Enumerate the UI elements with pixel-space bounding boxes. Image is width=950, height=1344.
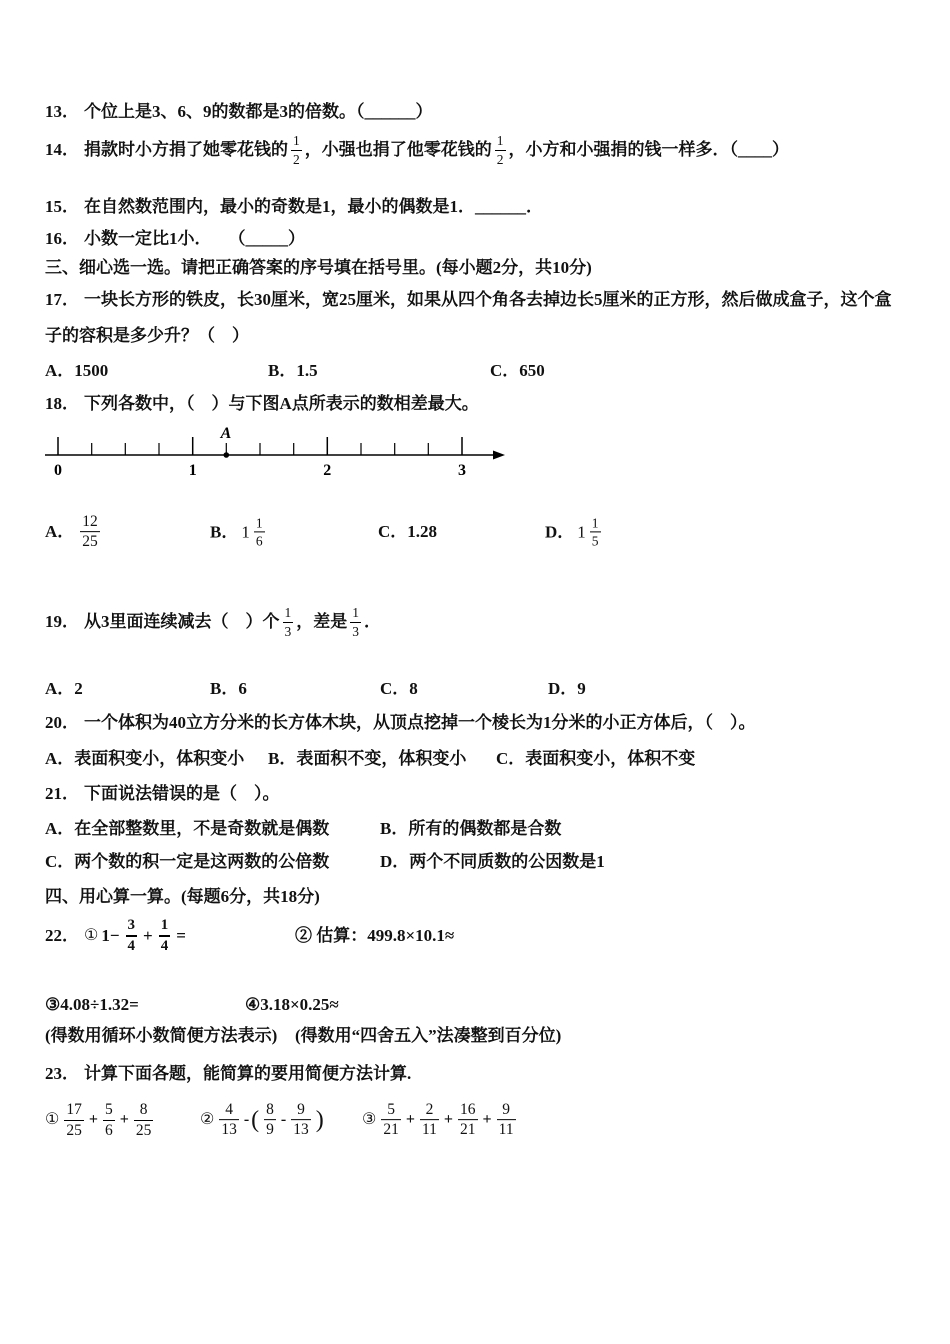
minus-operator: -: [280, 1111, 287, 1128]
fraction-numerator: 1: [352, 605, 359, 621]
fraction: [219, 1101, 239, 1139]
q22-expression-2: ② 估算：499.8×10.1≈: [295, 926, 455, 945]
question-14-text-2: ，小强也捐了他零花钱的: [304, 140, 492, 159]
question-22-line2: [45, 993, 910, 1017]
question-14: [45, 126, 910, 174]
mixed-number: [577, 515, 603, 548]
option-d: [545, 515, 604, 548]
question-14-text-1: 捐款时小方捐了她零花钱的: [84, 140, 288, 159]
question-18-options: [45, 508, 910, 556]
option-c: C．650: [490, 361, 545, 380]
fraction: [254, 515, 265, 548]
question-17-options: [45, 359, 910, 383]
tick-label-2: 2: [323, 462, 332, 478]
plus-operator: +: [88, 1111, 98, 1128]
fraction: [497, 1101, 516, 1139]
q22-e1-pre: 1−: [101, 926, 120, 945]
fraction-denominator: 4: [126, 935, 138, 955]
question-13-text: 个位上是3、6、9的数都是3的倍数。（______）: [84, 102, 433, 121]
question-13-number: 13．: [45, 102, 79, 121]
fraction-numerator: 5: [104, 1101, 113, 1119]
fraction-denominator: 3: [284, 623, 292, 639]
tick-label-3: 3: [458, 462, 466, 478]
question-23-expressions: [45, 1094, 910, 1146]
fraction-denominator: 21: [460, 1121, 476, 1139]
whole-number: 1: [577, 522, 586, 541]
fraction-denominator: 25: [135, 1121, 152, 1139]
q23-expression-3: [362, 1101, 519, 1139]
fraction-numerator: 1: [591, 515, 599, 531]
minus-operator: -: [243, 1111, 250, 1128]
fraction: [350, 605, 361, 638]
circled-3: ③: [362, 1111, 377, 1128]
mixed-number: [241, 515, 267, 548]
circled-2: ②: [200, 1111, 215, 1128]
question-21-options-cd: [45, 850, 910, 874]
question-17-number: 17．: [45, 290, 79, 309]
tick-label-1: 1: [188, 462, 197, 478]
fraction-numerator: 12: [82, 513, 98, 531]
q23-expression-1: [45, 1101, 156, 1139]
fraction-denominator: 3: [352, 623, 359, 639]
question-18: [45, 392, 910, 416]
question-21: [45, 782, 910, 806]
option-a: A．在全部整数里，不是奇数就是偶数: [45, 819, 330, 838]
plus-operator: +: [143, 926, 153, 945]
fraction-numerator: 16: [460, 1101, 476, 1119]
fraction-numerator: 1: [293, 133, 300, 149]
question-17-text-1: 一块长方形的铁皮，长30厘米，宽25厘米，如果从四个角各去掉边长5厘米的正方形，然后做成盒子，这个盒: [84, 290, 892, 309]
fraction-denominator: 6: [255, 533, 263, 549]
fraction-denominator: 2: [496, 151, 504, 167]
plus-operator: +: [119, 1111, 129, 1128]
option-b: B．1.5: [268, 361, 318, 380]
fraction-denominator: 11: [498, 1121, 514, 1139]
option-d: D．两个不同质数的公因数是1: [380, 852, 605, 871]
equals-operator: =: [176, 926, 186, 945]
question-13: [45, 100, 910, 124]
fraction: [458, 1101, 478, 1139]
option-b: B．所有的偶数都是合数: [380, 819, 562, 838]
fraction-numerator: 9: [502, 1101, 510, 1119]
section-3-title: 三、细心选一选。请把正确答案的序号填在括号里。(每小题2分，共10分): [45, 258, 592, 277]
fraction: [291, 133, 302, 166]
question-22: [45, 912, 910, 960]
question-20-text: 一个体积为40立方分米的长方体木块，从顶点挖掉一个棱长为1分米的小正方体后，（ ）。: [84, 713, 756, 732]
question-16: [45, 227, 910, 251]
circled-1: ①: [84, 927, 99, 944]
option-b-letter: B．: [210, 522, 239, 541]
question-20-number: 20．: [45, 713, 79, 732]
fraction-denominator: 13: [293, 1121, 309, 1139]
option-b: B．表面积不变，体积变小: [268, 749, 467, 768]
question-17-text-2: 子的容积是多少升？（ ）: [45, 326, 249, 345]
fraction: [283, 605, 294, 638]
question-16-text: 小数一定比1小． （_____）: [84, 229, 305, 248]
option-a: A．2: [45, 679, 83, 698]
fraction: [134, 1101, 154, 1139]
option-a: A．表面积变小，体积变小: [45, 749, 245, 768]
option-c: C．8: [380, 679, 418, 698]
q22-expression-3: ③4.08÷1.32=: [45, 995, 139, 1014]
fraction-denominator: 5: [591, 533, 599, 549]
fraction-denominator: 9: [266, 1121, 274, 1139]
fraction: [420, 1101, 439, 1139]
fraction: [264, 1101, 276, 1139]
option-a: [45, 513, 103, 551]
fraction-denominator: 6: [104, 1121, 113, 1139]
question-19-text-3: ．: [364, 612, 381, 631]
question-17-line1: [45, 288, 910, 312]
left-paren: (: [251, 1107, 260, 1133]
fraction-numerator: 1: [284, 605, 292, 621]
fraction: [126, 917, 138, 955]
question-19: [45, 598, 910, 646]
option-d: D．9: [548, 679, 586, 698]
question-23-text: 计算下面各题，能简算的要用简便方法计算.: [84, 1064, 412, 1083]
option-a-letter: A．: [45, 522, 75, 541]
question-20: [45, 711, 910, 735]
question-19-number: 19．: [45, 612, 79, 631]
question-23: [45, 1062, 910, 1086]
question-19-text-2: ，差是: [296, 612, 348, 631]
option-c: C．表面积变小，体积不变: [496, 749, 696, 768]
number-line-diagram: [38, 424, 508, 478]
option-a: A．1500: [45, 361, 109, 380]
fraction: [159, 917, 171, 955]
question-19-text-1: 从3里面连续减去（ ）个: [84, 612, 280, 631]
fraction-numerator: 2: [425, 1101, 434, 1119]
minor-ticks: [92, 443, 429, 455]
plus-operator: +: [482, 1111, 492, 1128]
point-a-label: A: [220, 425, 232, 442]
question-22-notes: [45, 1024, 910, 1048]
q23-expression-2: [200, 1101, 324, 1139]
fraction-denominator: 4: [159, 935, 171, 955]
fraction-numerator: 4: [225, 1101, 233, 1119]
fraction-denominator: 11: [421, 1121, 437, 1139]
question-20-options: [45, 747, 910, 771]
question-21-text: 下面说法错误的是（ ）。: [84, 784, 280, 803]
plus-operator: +: [405, 1111, 415, 1128]
option-c: C．两个数的积一定是这两数的公倍数: [45, 852, 330, 871]
fraction-denominator: 21: [383, 1121, 399, 1139]
question-15-number: 15．: [45, 197, 79, 216]
point-a-dot: [224, 452, 230, 458]
fraction-denominator: 13: [221, 1121, 237, 1139]
question-16-number: 16．: [45, 229, 79, 248]
section-4-title: 四、用心算一算。(每题6分，共18分): [45, 887, 320, 906]
question-19-options: [45, 677, 910, 701]
question-15-text: 在自然数范围内，最小的奇数是1，最小的偶数是1．______．: [84, 197, 543, 216]
fraction-denominator: 25: [66, 1121, 82, 1139]
fraction-denominator: 25: [82, 533, 98, 551]
fraction-numerator: 9: [297, 1101, 305, 1119]
circled-1: ①: [45, 1111, 60, 1128]
question-18-text: 下列各数中，（ ）与下图A点所表示的数相差最大。: [84, 394, 479, 413]
fraction: [80, 513, 100, 551]
right-paren: ): [315, 1107, 324, 1133]
option-b: B．6: [210, 679, 247, 698]
fraction-numerator: 1: [496, 133, 504, 149]
tick-label-0: 0: [54, 462, 62, 478]
question-21-number: 21．: [45, 784, 79, 803]
option-d-letter: D．: [545, 522, 575, 541]
question-23-number: 23．: [45, 1064, 79, 1083]
plus-operator: +: [443, 1111, 454, 1128]
fraction: [64, 1101, 84, 1139]
whole-number: 1: [241, 522, 250, 541]
question-18-number: 18．: [45, 394, 79, 413]
arrow-right-icon: [493, 451, 505, 460]
q22-note-1: (得数用循环小数简便方法表示): [45, 1026, 278, 1045]
fraction-numerator: 8: [266, 1101, 274, 1119]
question-14-text-3: ，小方和小强捐的钱一样多．（____）: [508, 140, 789, 159]
fraction-denominator: 2: [293, 151, 300, 167]
fraction: [495, 133, 506, 166]
section-4-header: [45, 885, 910, 909]
question-15: [45, 195, 910, 219]
option-c: C．1.28: [378, 522, 438, 541]
fraction: [291, 1101, 311, 1139]
fraction-numerator: 8: [139, 1101, 148, 1119]
section-3-header: [45, 256, 910, 280]
fraction-numerator: 1: [160, 917, 169, 934]
question-22-number: 22．: [45, 926, 79, 945]
fraction-numerator: 1: [255, 515, 263, 531]
fraction-numerator: 3: [127, 917, 136, 934]
question-17-line2: [45, 324, 910, 348]
option-b: [210, 515, 268, 548]
fraction-numerator: 5: [387, 1101, 395, 1119]
fraction: [590, 515, 601, 548]
fraction: [103, 1101, 115, 1139]
question-21-options-ab: [45, 817, 910, 841]
q22-expression-4: ④3.18×0.25≈: [245, 995, 339, 1014]
fraction-numerator: 17: [66, 1101, 82, 1119]
q22-note-2: (得数用“四舍五入”法凑整到百分位): [295, 1026, 562, 1045]
q22-expression-1: [84, 917, 186, 955]
fraction: [381, 1101, 401, 1139]
question-14-number: 14．: [45, 140, 79, 159]
